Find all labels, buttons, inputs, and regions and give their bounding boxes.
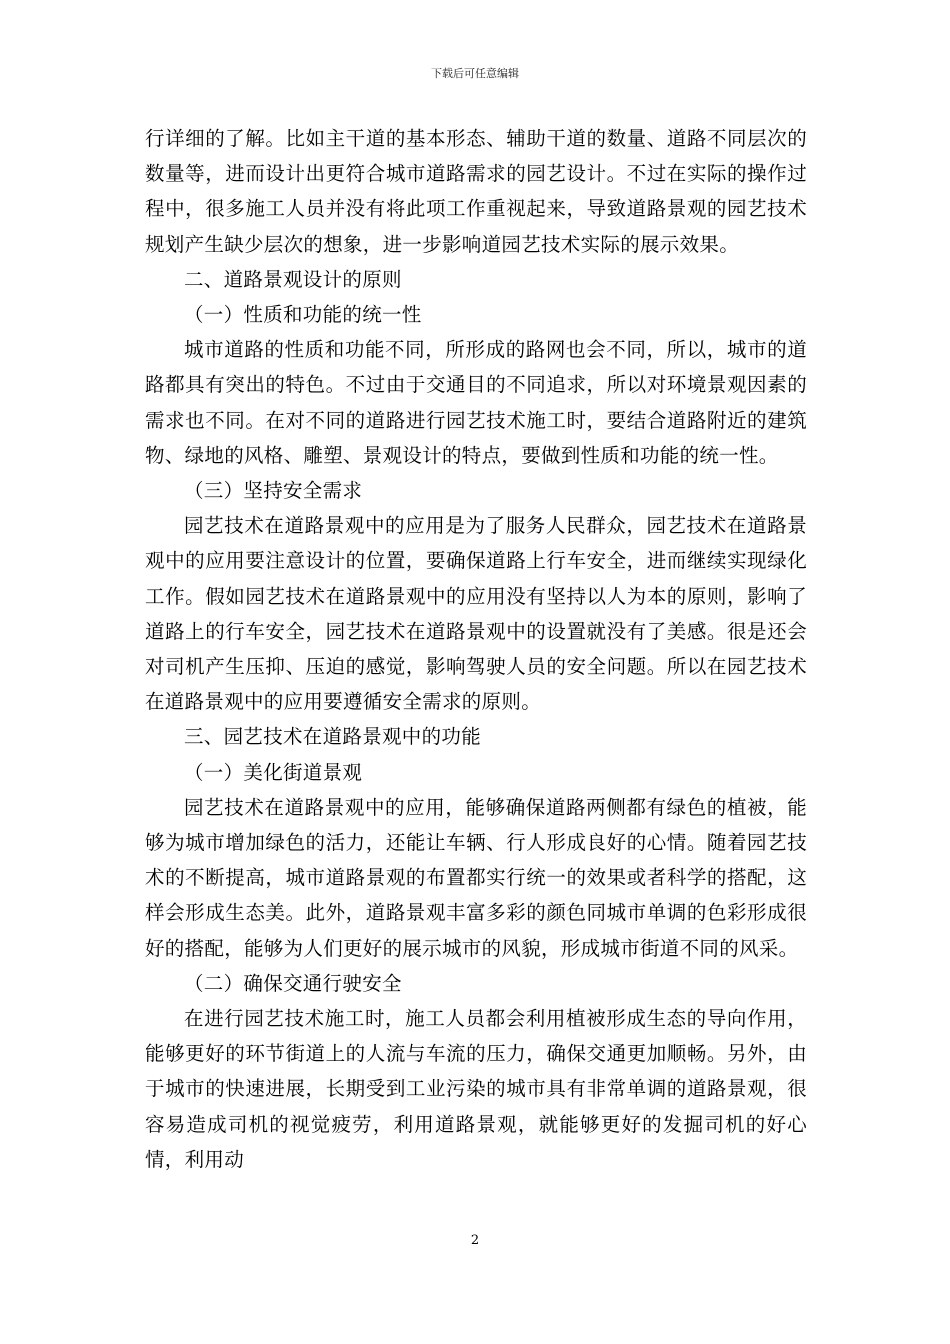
paragraph-beautify: 园艺技术在道路景观中的应用，能够确保道路两侧都有绿色的植被，能够为城市增加绿色的活力，还能让车辆、行人形成良好的心情。随着园艺技术的不断提高，城市道路景观的布置都实行统一的效果或者科学的搭配，这样会形成生态美。此外，道路景观丰富多彩的颜色同城市单调的色彩形成很好的搭配，能够为人们更好的展示城市的风貌，形成城市街道不同的风采。	[145, 795, 807, 960]
paragraph-continued: 行详细的了解。比如主干道的基本形态、辅助干道的数量、道路不同层次的数量等，进而设计出更符合城市道路需求的园艺设计。不过在实际的操作过程中，很多施工人员并没有将此项工作重视起来，导致道路景观的园艺技术规划产生缺少层次的想象，进一步影响道园艺技术实际的展示效果。	[145, 127, 807, 256]
subheading-beautify: （一）美化街道景观	[184, 760, 363, 784]
subheading-traffic-safety: （二）确保交通行驶安全	[184, 971, 402, 995]
section-heading-principles: 二、道路景观设计的原则	[184, 267, 402, 291]
subheading-unity: （一）性质和功能的统一性	[184, 303, 422, 327]
page-number: 2	[470, 1233, 480, 1248]
paragraph-unity: 城市道路的性质和功能不同，所形成的路网也会不同，所以，城市的道路都具有突出的特色。不过由于交通目的不同追求，所以对环境景观因素的需求也不同。在对不同的道路进行园艺技术施工时，要结合道路附近的建筑物、绿地的风格、雕塑、景观设计的特点，要做到性质和功能的统一性。	[145, 338, 807, 467]
paragraph-safety: 园艺技术在道路景观中的应用是为了服务人民群众，园艺技术在道路景观中的应用要注意设计的位置，要确保道路上行车安全，进而继续实现绿化工作。假如园艺技术在道路景观中的应用没有坚持以人为本的原则，影响了道路上的行车安全，园艺技术在道路景观中的设置就没有了美感。很是还会对司机产生压抑、压迫的感觉，影响驾驶人员的安全问题。所以在园艺技术在道路景观中的应用要遵循安全需求的原则。	[145, 514, 807, 714]
paragraph-traffic-safety: 在进行园艺技术施工时，施工人员都会利用植被形成生态的导向作用，能够更好的环节街道上的人流与车流的压力，确保交通更加顺畅。另外，由于城市的快速进展，长期受到工业污染的城市具有非常单调的道路景观，很容易造成司机的视觉疲劳，利用道路景观，就能够更好的发掘司机的好心情，利用动	[145, 1007, 807, 1171]
document-body	[145, 121, 807, 1177]
section-heading-functions: 三、园艺技术在道路景观中的功能	[184, 725, 482, 749]
subheading-safety: （三）坚持安全需求	[184, 479, 363, 503]
page-header: 下载后可任意编辑	[431, 67, 519, 80]
